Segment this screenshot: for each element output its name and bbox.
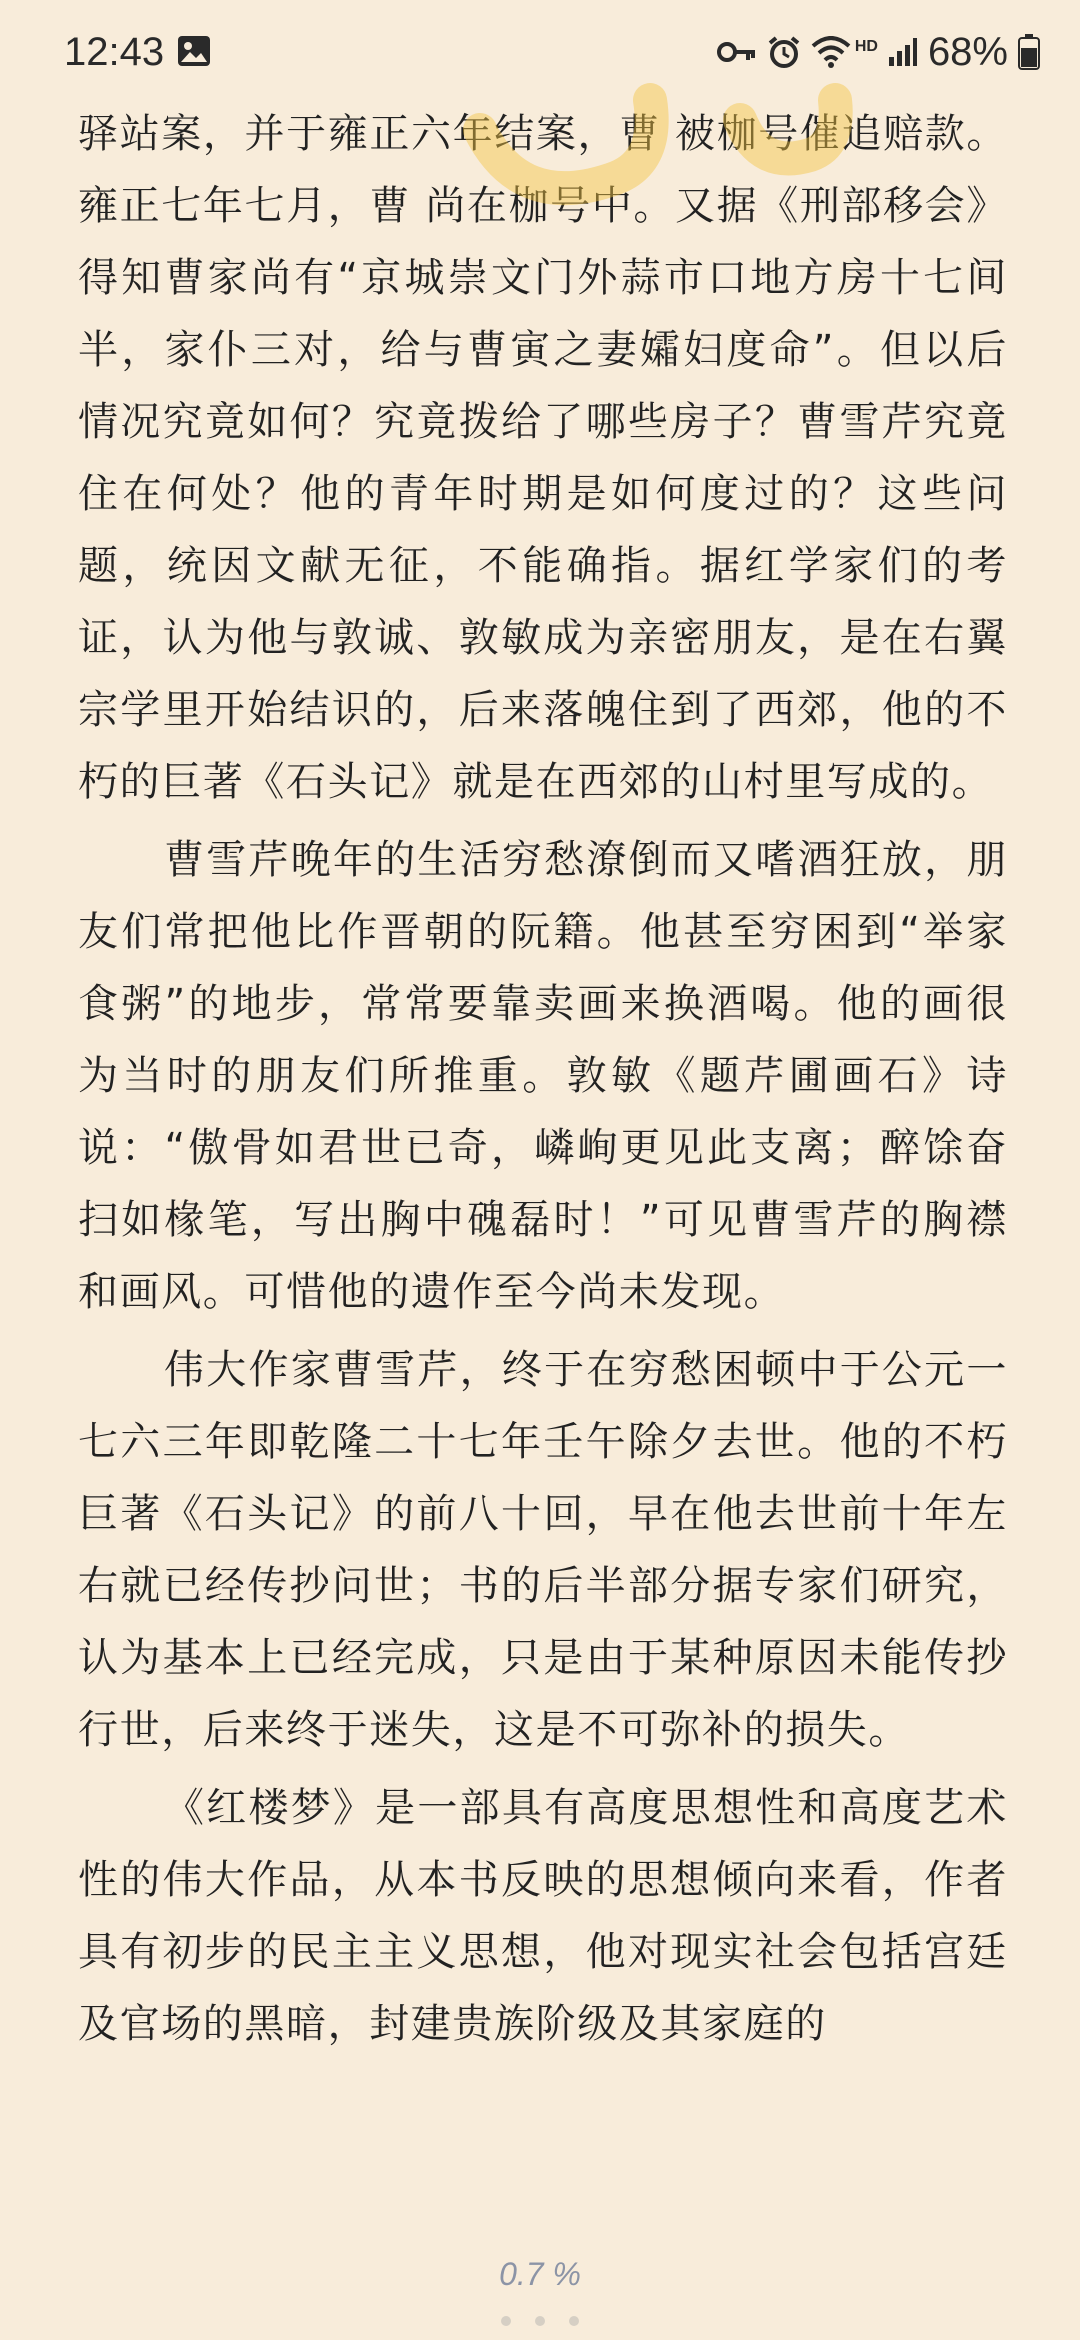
paragraph-4: 《红楼梦》是一部具有高度思想性和高度艺术性的伟大作品，从本书反映的思想倾向来看，作者具有初步的民主主义思想，他对现实社会包括宫廷及官场的黑暗，封建贵族阶级及其家庭的 (78, 1785, 1008, 2047)
page-dot[interactable] (501, 2316, 511, 2326)
reader-content[interactable] (78, 98, 1008, 2066)
battery-percentage: 68% (927, 30, 1008, 74)
reading-progress: 0.7 % (499, 2256, 581, 2292)
page-indicator[interactable] (0, 2316, 1080, 2326)
page-dot[interactable] (535, 2316, 545, 2326)
status-time: 12:43 (64, 30, 165, 74)
gallery-icon (176, 34, 212, 68)
network-label: HD (854, 38, 878, 55)
wifi-icon (811, 36, 851, 68)
vpn-key-icon (717, 40, 757, 64)
status-bar (0, 0, 1080, 100)
status-icons (717, 22, 1040, 82)
battery-icon (1018, 34, 1040, 70)
alarm-icon (767, 35, 801, 69)
signal-icon (888, 37, 918, 67)
paragraph-2: 曹雪芹晚年的生活穷愁潦倒而又嗜酒狂放，朋友们常把他比作晋朝的阮籍。他甚至穷困到“举家食粥”的地步，常常要靠卖画来换酒喝。他的画很为当时的朋友们所推重。敦敏《题芹圃画石》诗说：“傲骨如君世已奇，嶙峋更见此支离；醉馀奋扫如椽笔，写出胸中磈磊时！”可见曹雪芹的胸襟和画风。可惜他的遗作至今尚未发现。 (78, 837, 1008, 1315)
paragraph-3: 伟大作家曹雪芹，终于在穷愁困顿中于公元一七六三年即乾隆二十七年壬午除夕去世。他的不朽巨著《石头记》的前八十回，早在他去世前十年左右就已经传抄问世；书的后半部分据专家们研究，认为基本上已经完成，只是由于某种原因未能传抄行世，后来终于迷失，这是不可弥补的损失。 (78, 1347, 1008, 1753)
page-dot[interactable] (569, 2316, 579, 2326)
paragraph-1: 驿站案，并于雍正六年结案，曹 被枷号催追赔款。雍正七年七月，曹 尚在枷号中。又据《刑部移会》得知曹家尚有“京城崇文门外蒜市口地方房十七间半，家仆三对，给与曹寅之妻孀妇度命”。但以后情况究竟如何？究竟拨给了哪些房子？曹雪芹究竟住在何处？他的青年时期是如何度过的？这些问题，统因文献无征，不能确指。据红学家们的考证，认为他与敦诚、敦敏成为亲密朋友，是在右翼宗学里开始结识的，后来落魄住到了西郊，他的不朽的巨著《石头记》就是在西郊的山村里写成的。 (78, 111, 1008, 805)
